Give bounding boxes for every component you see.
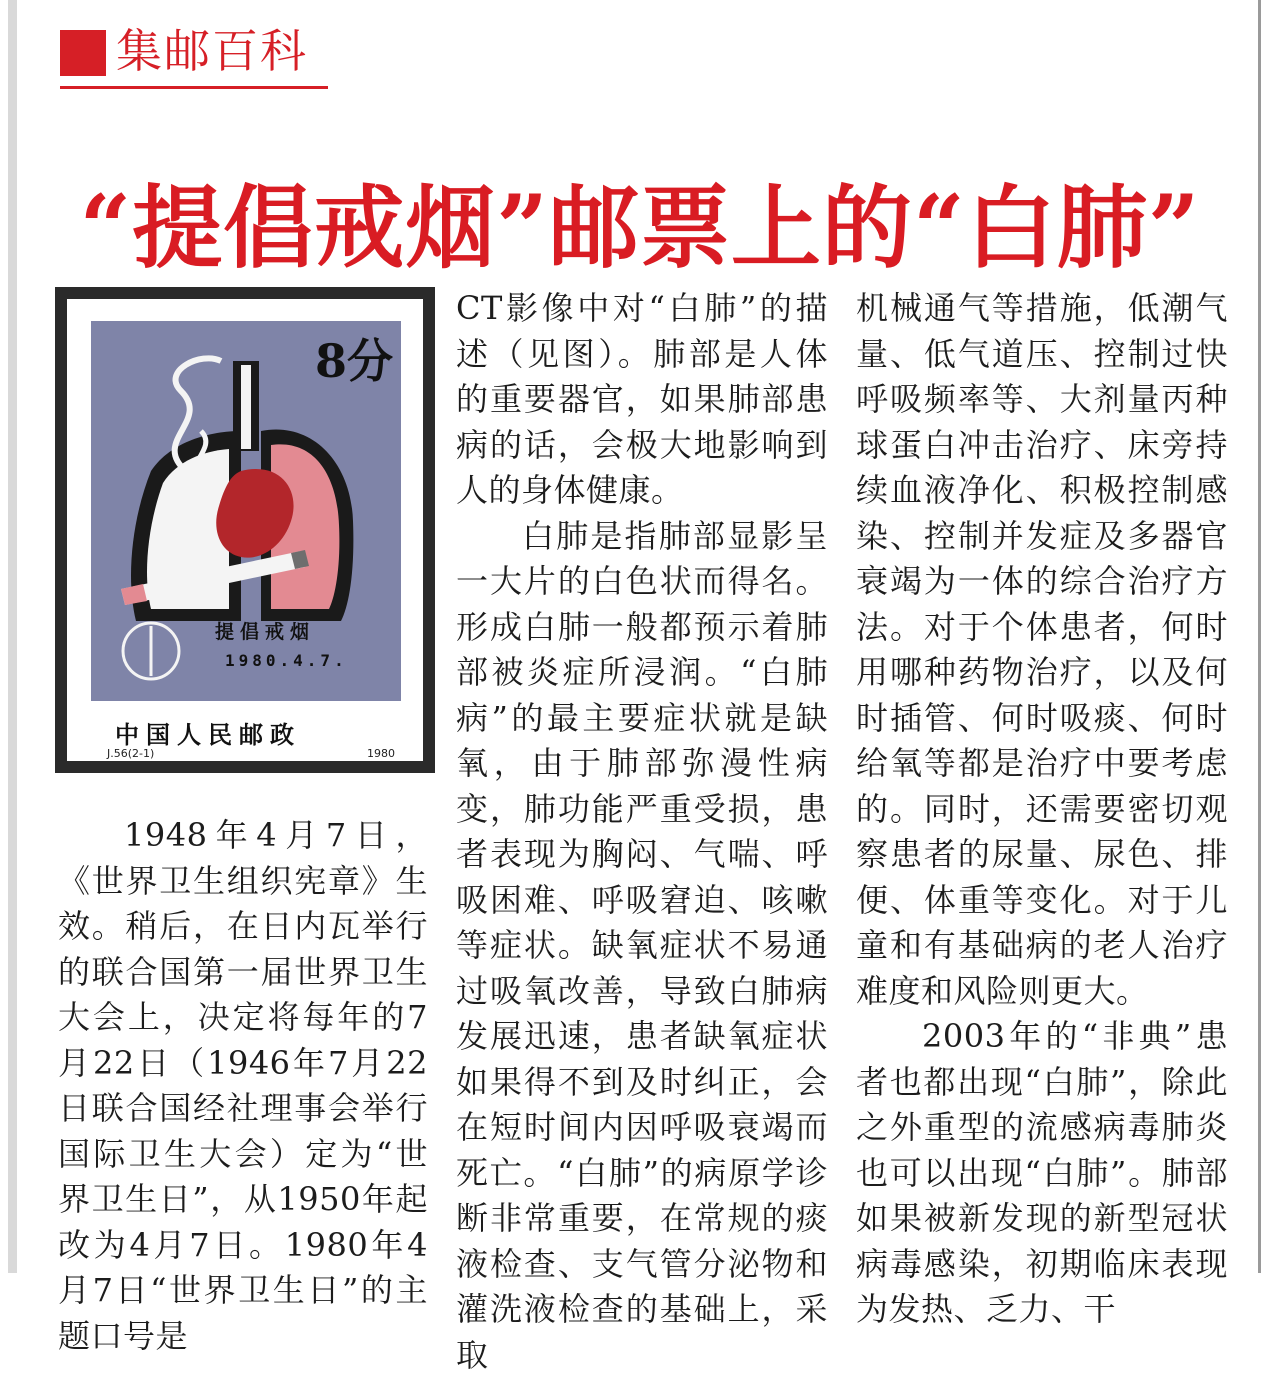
stamp-date: 1980.4.7. (225, 651, 348, 670)
stamp-value: 8分 (315, 325, 393, 391)
article-column-1 (58, 813, 428, 1273)
paragraph: CT影像中对“白肺”的描述（见图）。肺部是人体的重要器官，如果肺部患病的话，会极大地影响到人的身体健康。 (456, 286, 828, 514)
article-column-3 (856, 286, 1228, 1273)
paragraph: 2003年的“非典”患者也都出现“白肺”，除此之外重型的流感病毒肺炎也可以出现“白肺”。肺部如果被新发现的新型冠状病毒感染，初期临床表现为发热、乏力、干 (856, 1014, 1228, 1333)
stamp-paper (67, 299, 423, 761)
paragraph: 1948年4月7日，《世界卫生组织宪章》生效。稍后，在日内瓦举行的联合国第一届世界卫生大会上，决定将每年的7月22日（1946年7月22日联合国经社理事会举行国际卫生大会）定为“世界卫生日”，从1950年起改为4月7日。1980年4月7日“世界卫生日”的主题口号是 (58, 813, 428, 1359)
stamp-code: J.56(2-1) (107, 747, 154, 760)
stamp-image (55, 287, 435, 773)
section-label: 集邮百科 (116, 22, 308, 80)
paragraph: 机械通气等措施，低潮气量、低气道压、控制过快呼吸频率等、大剂量丙种球蛋白冲击治疗、床旁持续血液净化、积极控制感染、控制并发症及多器官衰竭为一体的综合治疗方法。对于个体患者，何时用哪种药物治疗，以及何时插管、何时吸痰、何时给氧等都是治疗中要考虑的。同时，还需要密切观察患者的尿量、尿色、排便、体重等变化。对于儿童和有基础病的老人治疗难度和风险则更大。 (856, 286, 1228, 1014)
trachea-inner-icon (241, 365, 251, 449)
headline: “提倡戒烟”邮票上的“白肺” (60, 168, 1220, 288)
page-edge-left (8, 0, 17, 1273)
section-tag (60, 22, 328, 78)
article-column-2 (456, 286, 828, 1273)
stamp-slogan: 提倡戒烟 (215, 617, 315, 644)
section-marker-icon (60, 30, 106, 76)
stamp-country: 中国人民邮政 (115, 715, 301, 750)
section-underline (60, 86, 328, 89)
column-rule-right (1258, 0, 1261, 1273)
paragraph: 白肺是指肺部显影呈一大片的白色状而得名。形成白肺一般都预示着肺部被炎症所浸润。“白肺病”的最主要症状就是缺氧，由于肺部弥漫性病变，肺功能严重受损，患者表现为胸闷、气喘、呼吸困难、呼吸窘迫、咳嗽等症状。缺氧症状不易通过吸氧改善，导致白肺病发展迅速，患者缺氧症状如果得不到及时纠正，会在短时间内因呼吸衰竭而死亡。“白肺”的病原学诊断非常重要，在常规的痰液检查、支气管分泌物和灌洗液检查的基础上，采取 (456, 514, 828, 1378)
stamp-year: 1980 (367, 747, 395, 760)
